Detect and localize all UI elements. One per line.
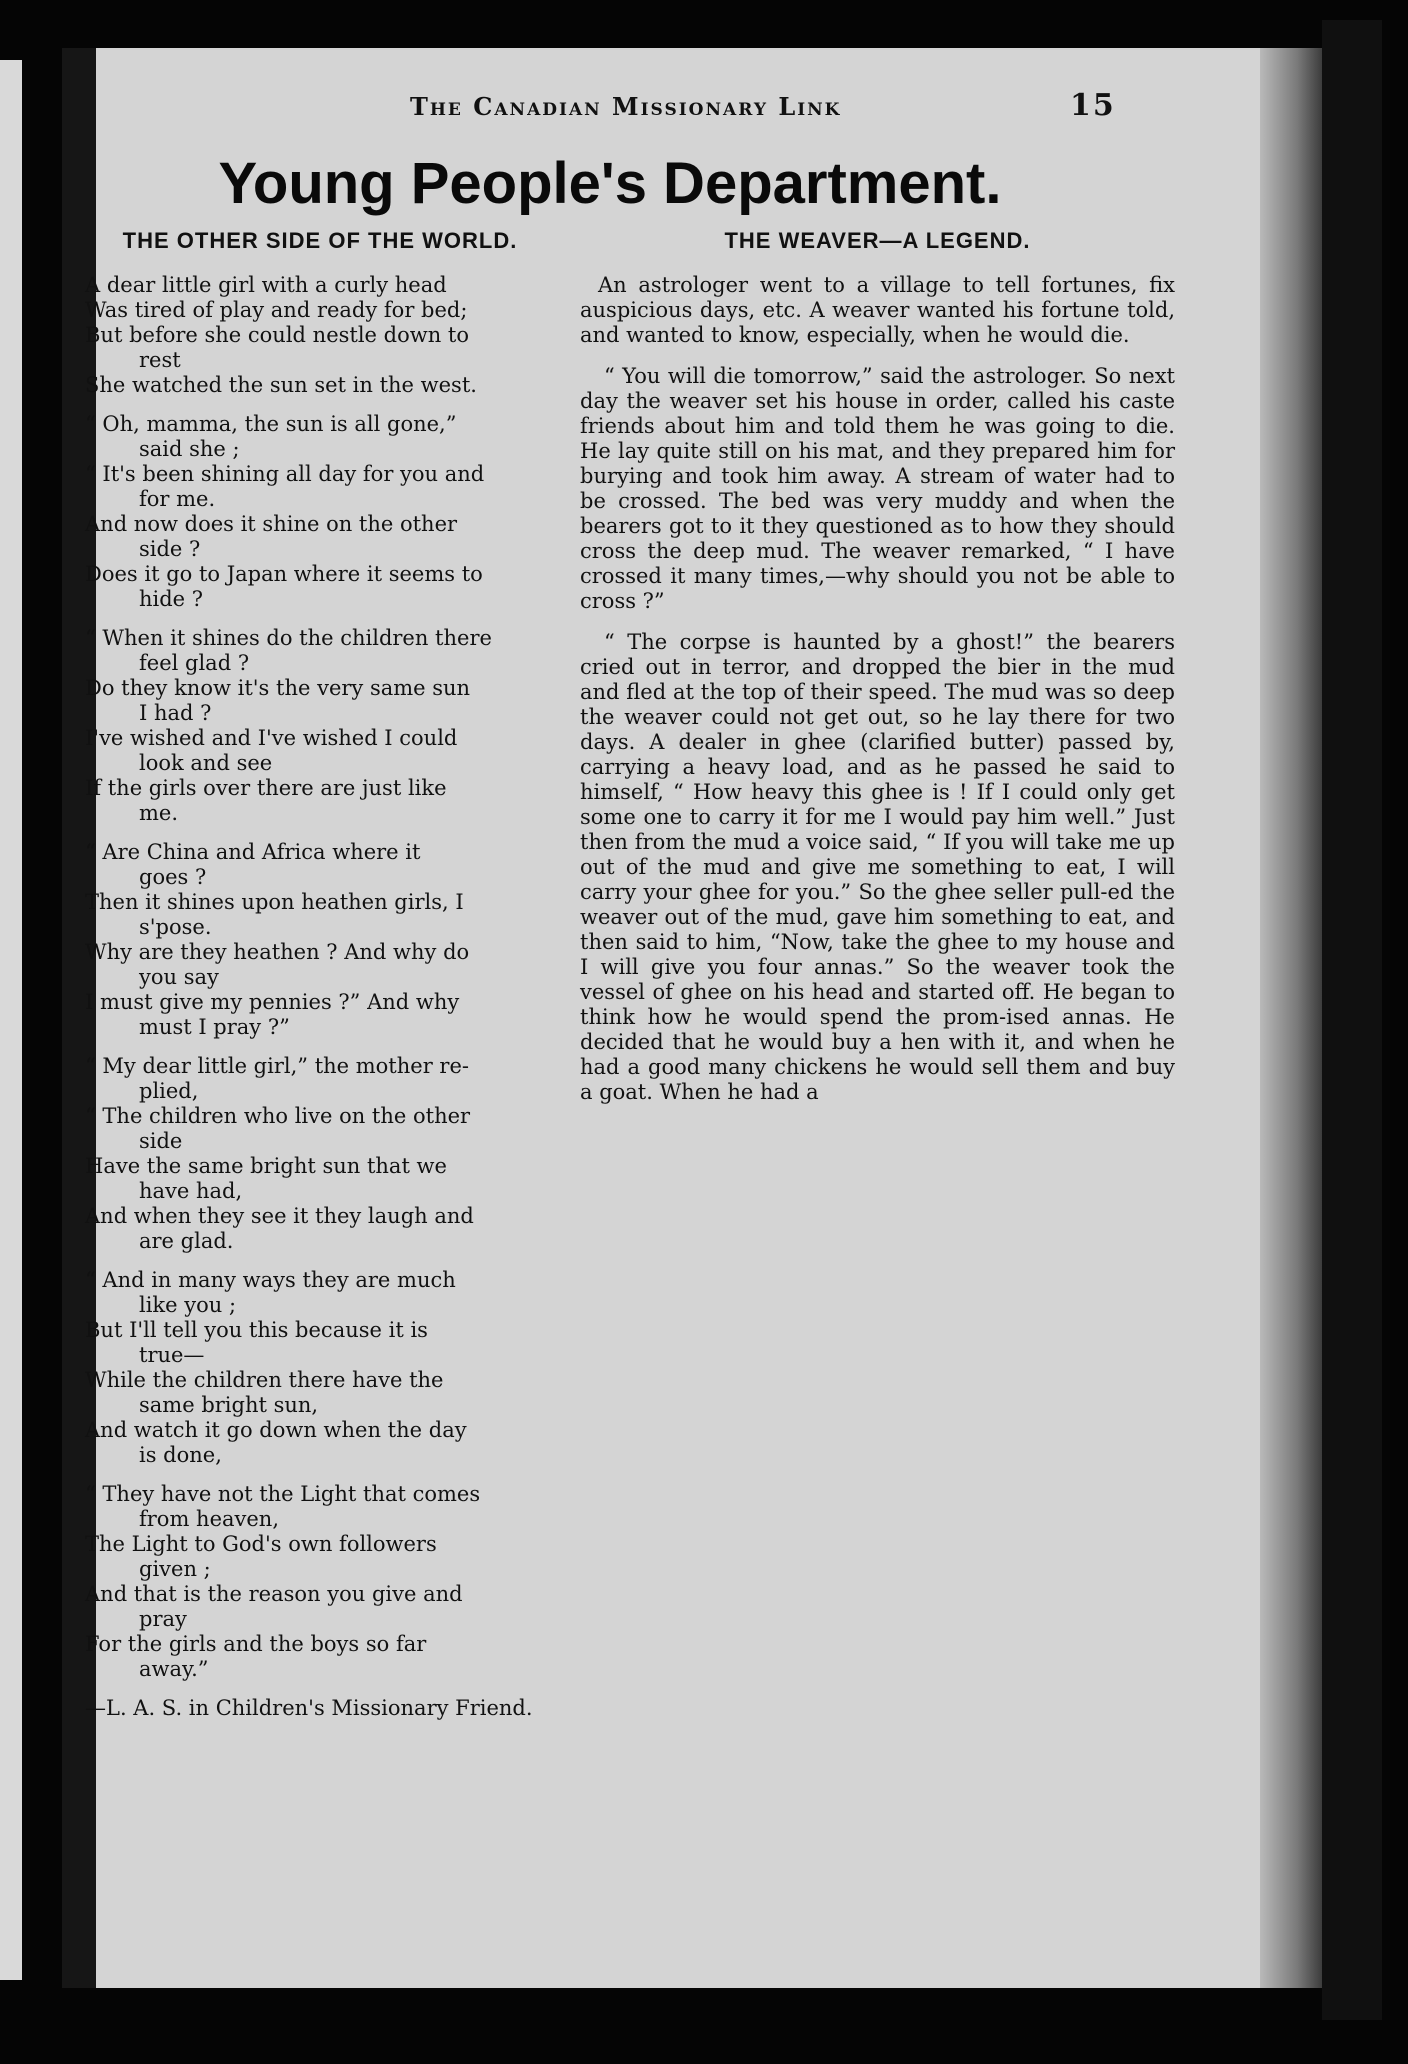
poem-line: rest (139, 348, 181, 372)
running-head: The Canadian Missionary Link (410, 92, 842, 121)
poem-stanza (85, 273, 555, 398)
poem-line: While the children there have the (85, 1368, 444, 1392)
poem-line: And now does it shine on the other (85, 512, 458, 536)
poem-line: “ And in many ways they are much (85, 1268, 456, 1292)
department-title: Young People's Department. (218, 151, 1002, 216)
poem-line: given ; (139, 1557, 211, 1581)
poem-line: She watched the sun set in the west. (85, 373, 477, 397)
poem-column (85, 228, 555, 1721)
poem-line: pray (139, 1607, 187, 1631)
poem-line: And watch it go down when the day (85, 1418, 467, 1442)
poem-line: “ The children who live on the other (85, 1104, 471, 1128)
poem-line: Do they know it's the very same sun (85, 676, 471, 700)
poem-body (85, 273, 555, 1682)
poem-line: side (139, 1129, 183, 1153)
poem-line: for me. (139, 487, 216, 511)
poem-line: plied, (139, 1079, 199, 1103)
poem-line: away.” (139, 1657, 209, 1681)
poem-line: like you ; (139, 1293, 237, 1317)
poem-line: “ Oh, mamma, the sun is all gone,” (85, 412, 457, 436)
poem-line: you say (139, 965, 219, 989)
poem-stanza (85, 626, 555, 826)
poem-stanza (85, 412, 555, 612)
poem-line: A dear little girl with a curly head (85, 273, 447, 297)
poem-line: For the girls and the boys so far (85, 1632, 427, 1656)
poem-line: goes ? (139, 865, 207, 889)
poem-line: But I'll tell you this because it is (85, 1318, 428, 1342)
poem-line: s'pose. (139, 915, 212, 939)
poem-line: said she ; (139, 437, 240, 461)
poem-line: have had, (139, 1179, 243, 1203)
poem-line: same bright sun, (139, 1393, 319, 1417)
book-edge-shadow (1322, 20, 1382, 2020)
poem-line: Why are they heathen ? And why do (85, 940, 470, 964)
poem-line: I must give my pennies ?” And why (85, 990, 460, 1014)
story-column (580, 228, 1175, 1121)
poem-line: I've wished and I've wished I could (85, 726, 458, 750)
poem-stanza (85, 1268, 555, 1468)
poem-line: But before she could nestle down to (85, 323, 469, 347)
page-number: 15 (1070, 88, 1116, 123)
poem-line: feel glad ? (139, 651, 250, 675)
poem-line: “ They have not the Light that comes (85, 1482, 481, 1506)
poem-line: “ My dear little girl,” the mother re- (85, 1054, 469, 1078)
poem-line: must I pray ?” (139, 1015, 290, 1039)
poem-line: look and see (139, 751, 273, 775)
poem-line: Then it shines upon heathen girls, I (85, 890, 464, 914)
poem-line: from heaven, (139, 1507, 280, 1531)
poem-line: true— (139, 1343, 205, 1367)
poem-line: “ It's been shining all day for you and (85, 462, 485, 486)
story-paragraph: An astrologer went to a village to tell fortunes, fix auspicious days, etc. A weaver wanted his fortune told, and wanted to know, especially, when he would die. (580, 273, 1175, 347)
poem-line: And when they see it they laugh and (85, 1204, 474, 1228)
page-gutter-shadow (1260, 48, 1322, 1988)
poem-line: hide ? (139, 587, 204, 611)
poem-line: If the girls over there are just like (85, 776, 447, 800)
story-paragraph: “ You will die tomorrow,” said the astrologer. So next day the weaver set his house in order, called his caste friends about him and told them he was going to die. He lay quite still on his mat, and they prepared him for burying and took him away. A stream of water had to be crossed. The bed was very muddy and when the bearers got to it they questioned as to how they should cross the deep mud. The weaver remarked, “ I have crossed it many times,—why should you not be able to cross ?” (580, 364, 1175, 613)
poem-line: side ? (139, 537, 201, 561)
poem-line: “ Are China and Africa where it (85, 840, 421, 864)
poem-line: The Light to God's own followers (85, 1532, 437, 1556)
poem-stanza (85, 1054, 555, 1254)
poem-title: THE OTHER SIDE OF THE WORLD. (122, 228, 518, 253)
story-paragraph: “ The corpse is haunted by a ghost!” the bearers cried out in terror, and dropped the bier in the mud and fled at the top of their speed. The mud was so deep the weaver could not get out, so he lay there for two days. A dealer in ghee (clarified butter) passed by, carrying a heavy load, and as he passed he said to himself, “ How heavy this ghee is ! If I could only get some one to carry it for me I would pay him well.” Just then from the mud a voice said, “ If you will take me up out of the mud and give me something to eat, I will carry your ghee for you.” So the ghee seller pull-ed the weaver out of the mud, gave him something to eat, and then said to him, “Now, take the ghee to my house and I will give you four annas.” So the weaver took the vessel of ghee on his head and started off. He began to think how he would spend the prom-ised annas. He decided that he would buy a hen with it, and when he had a good many chickens he would sell them and buy a goat. When he had a (580, 630, 1175, 1104)
poem-line: me. (139, 801, 179, 825)
poem-line: And that is the reason you give and (85, 1582, 463, 1606)
adjacent-page-edge (0, 60, 22, 1980)
poem-line: I had ? (139, 701, 212, 725)
poem-line: Does it go to Japan where it seems to (85, 562, 483, 586)
poem-stanza (85, 840, 555, 1040)
poem-line: Have the same bright sun that we (85, 1154, 447, 1178)
poem-stanza (85, 1482, 555, 1682)
poem-line: are glad. (139, 1229, 234, 1253)
poem-line: is done, (139, 1443, 222, 1467)
story-body (580, 273, 1175, 1105)
poem-line: “ When it shines do the children there (85, 626, 492, 650)
poem-line: Was tired of play and ready for bed; (85, 298, 468, 322)
poem-attribution: —L. A. S. in Children's Missionary Friend. (85, 1696, 533, 1720)
story-title: THE WEAVER—A LEGEND. (724, 228, 1031, 253)
